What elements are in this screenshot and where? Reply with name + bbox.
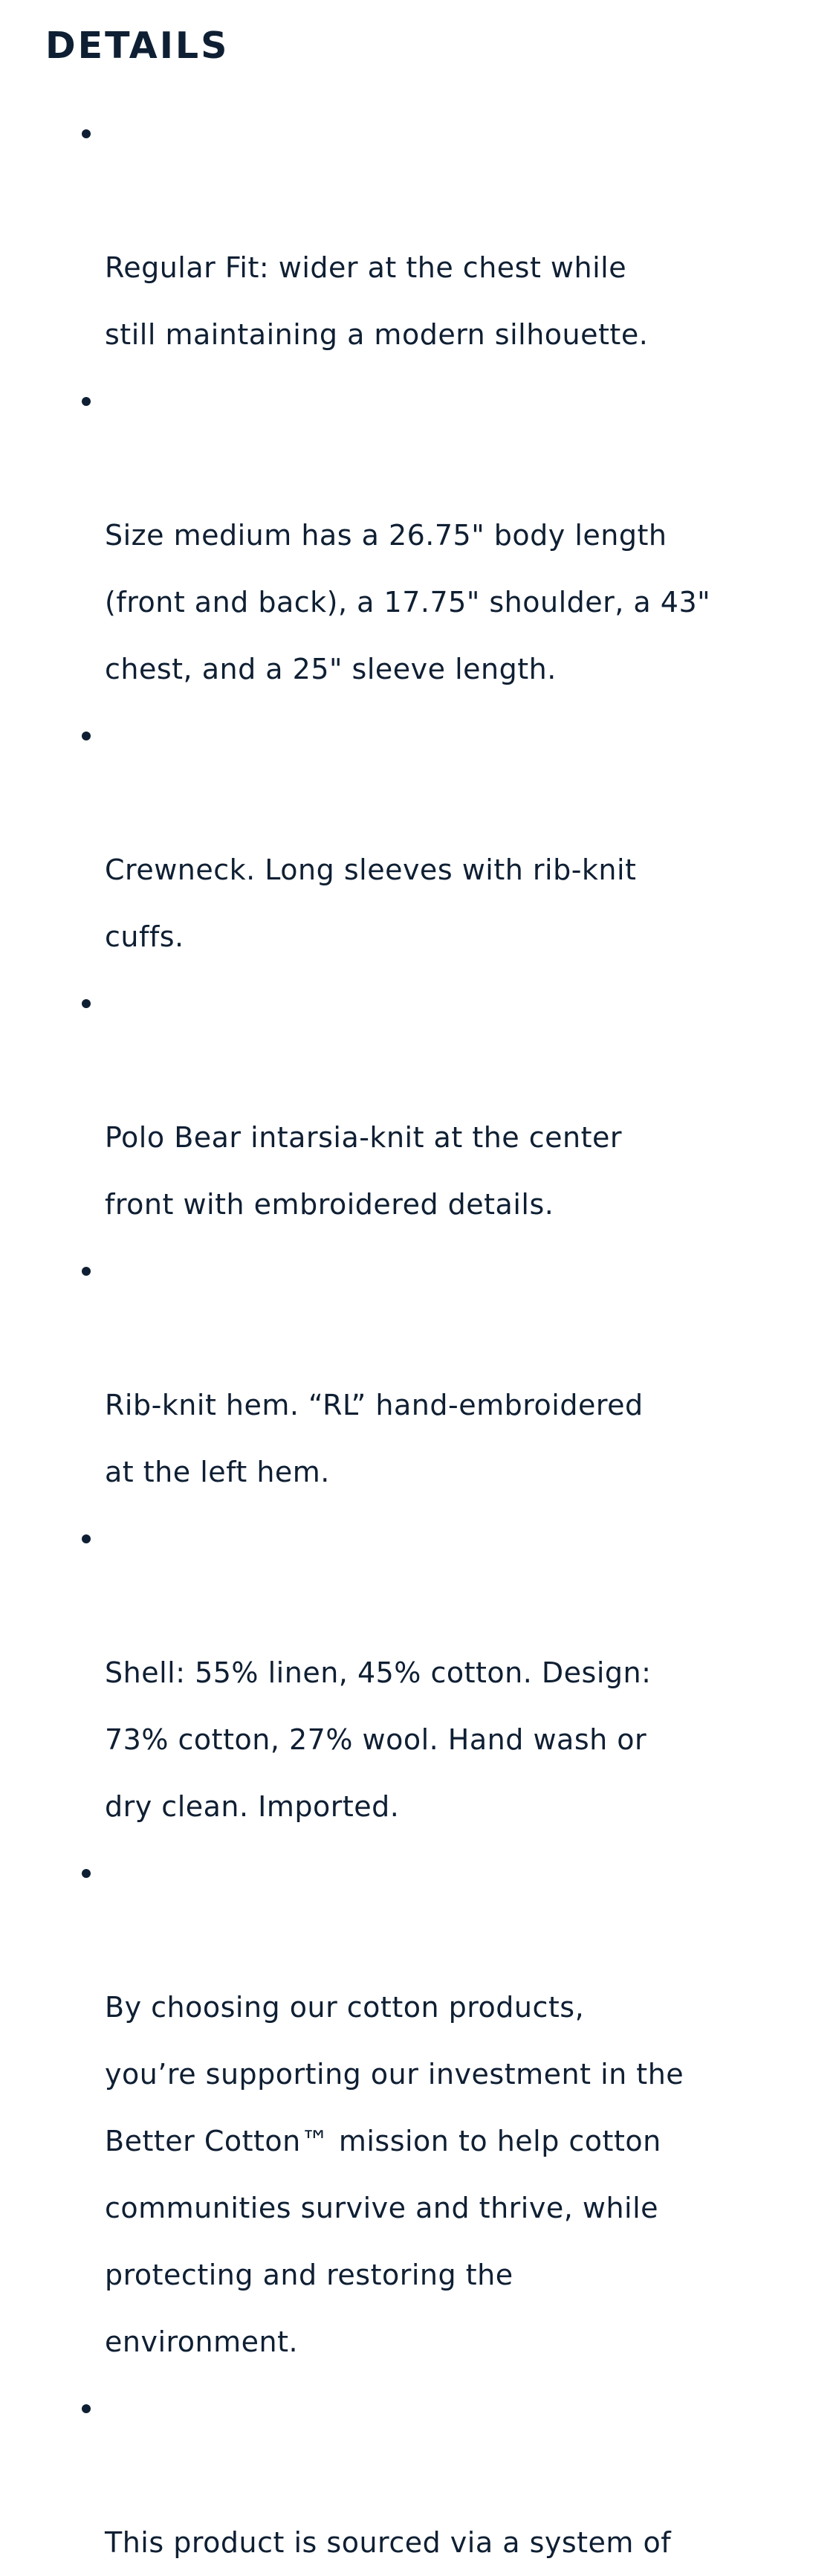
details-item-better-cotton <box>0 1840 762 2375</box>
bullet-icon <box>82 999 91 1008</box>
details-item-text: Shell: 55% linen, 45% cotton. Design: 73% cotton, 27% wool. Hand wash or dry clean. Imported. <box>105 1656 652 1823</box>
details-item-text: By choosing our cotton products, you’re supporting our investment in the Better Cotton™ mission to help cotton communities survive and thrive, while protecting and restoring the environment. <box>105 1991 684 2358</box>
bullet-icon <box>82 732 91 740</box>
details-item-fit <box>0 100 762 368</box>
details-item-text: Size medium has a 26.75" body length (front and back), a 17.75" shoulder, a 43" chest, and a 25" sleeve length. <box>105 519 711 685</box>
details-item-text: Rib-knit hem. “RL” hand-embroidered at the left hem. <box>105 1389 644 1488</box>
bullet-icon <box>82 1534 91 1543</box>
details-item-text: Regular Fit: wider at the chest while still maintaining a modern silhouette. <box>105 251 649 351</box>
details-item-text: Polo Bear intarsia-knit at the center front with embroidered details. <box>105 1121 623 1221</box>
details-item-intarsia <box>0 970 762 1238</box>
bullet-icon <box>82 2404 91 2413</box>
details-list <box>0 100 836 2576</box>
details-item-text: This product is sourced via a system of <box>105 2526 672 2559</box>
details-item-sourcing <box>0 2375 762 2576</box>
details-item-size <box>0 368 762 703</box>
details-item-neckline <box>0 703 762 970</box>
bullet-icon <box>82 129 91 138</box>
details-heading: DETAILS <box>45 25 230 67</box>
details-item-text: Crewneck. Long sleeves with rib-knit cuffs. <box>105 853 637 953</box>
details-item-hem <box>0 1238 762 1505</box>
bullet-icon <box>82 1267 91 1276</box>
bullet-icon <box>82 397 91 406</box>
bullet-icon <box>82 1869 91 1878</box>
details-item-materials <box>0 1505 762 1840</box>
